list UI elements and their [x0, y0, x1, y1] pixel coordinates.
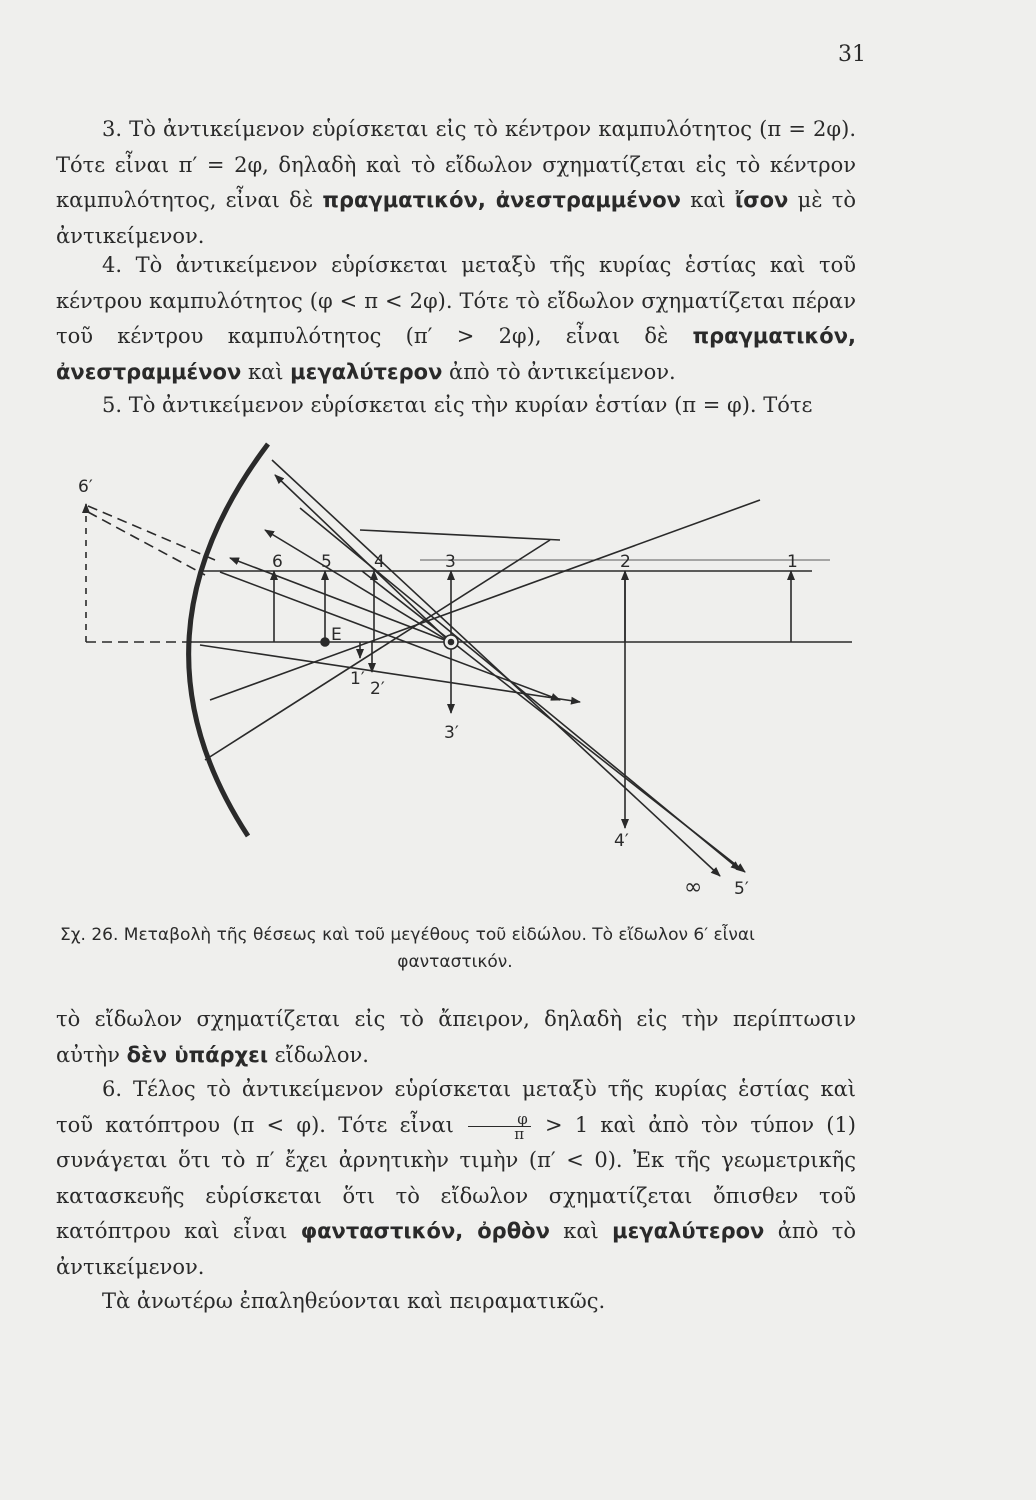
fraction-numerator: φ — [468, 1112, 531, 1127]
ray-e — [265, 530, 450, 642]
label-3: 3 — [445, 552, 456, 572]
p4-text-2: καὶ — [241, 359, 291, 384]
page-number: 31 — [838, 42, 866, 67]
label-focus: E — [331, 625, 342, 645]
p3-text-2: καὶ — [680, 188, 736, 212]
fraction-phi-over-pi — [468, 1109, 531, 1143]
label-6-prime: 6′ — [78, 477, 93, 497]
dashed-ray-2 — [88, 512, 205, 575]
ray-j — [300, 508, 740, 870]
paragraph-7 — [56, 1284, 856, 1320]
caption-line-1: Σχ. 26. Μεταβολὴ τῆς θέσεως καὶ τοῦ μεγέθους τοῦ εἰδώλου. Τὸ εἴδωλον 6′ εἶναι — [60, 925, 755, 945]
focus-point — [321, 638, 329, 646]
p5b-text-2: εἴδωλον. — [268, 1042, 369, 1067]
p6-bold-2: μεγαλύτερον — [612, 1219, 765, 1243]
label-5: 5 — [321, 552, 332, 572]
p3-text-1: 3. Τὸ ἀντικείμενον εὑρίσκεται εἰς τὸ κέντρον καμπυλότητος (π = 2φ). Τότε εἶναι π′ = 2φ, δηλαδὴ καὶ τὸ εἴδωλον σχηματίζεται εἰς τὸ κέντρον καμπυλότητος, εἶναι δὲ — [56, 117, 856, 212]
p5b-bold-1: δὲν ὑπάρχει — [126, 1042, 268, 1067]
figure-caption — [60, 922, 880, 976]
label-2-prime: 2′ — [370, 679, 385, 699]
paragraph-6 — [56, 1072, 856, 1285]
ray-g — [200, 645, 580, 702]
paragraph-5-continued — [56, 1002, 856, 1073]
ray-b — [272, 460, 720, 876]
label-3-prime: 3′ — [444, 723, 459, 743]
p4-text-1: 4. Τὸ ἀντικείμενον εὑρίσκεται μεταξὺ τῆς κυρίας ἑστίας καὶ τοῦ κέντρου καμπυλότητος (φ < π < 2φ). Τότε τὸ εἴδωλον σχηματίζεται πέραν τοῦ κέντρου καμπυλότητος (π′ > 2φ), εἶναι δὲ — [56, 253, 856, 348]
p5-text-1: 5. Τὸ ἀντικείμενον εὑρίσκεται εἰς τὴν κυρίαν ἑστίαν (π = φ). Τότε — [102, 393, 813, 417]
p6-bold-1: φανταστικόν, ὀρθὸν — [300, 1219, 550, 1243]
label-6: 6 — [272, 552, 283, 572]
p4-text-3: ἀπὸ τὸ ἀντικείμενον. — [442, 359, 676, 384]
ray-k — [360, 530, 560, 540]
p6-text-4: ἀπὸ τὸ ἀντικείμενον. — [56, 1219, 856, 1279]
p5b-text-1: τὸ εἴδωλον σχηματίζεται εἰς τὸ ἄπειρον, δηλαδὴ εἰς τὴν περίπτωσιν αὐτὴν — [56, 1007, 856, 1067]
p6-text-3: καὶ — [549, 1219, 613, 1243]
label-infinity: ∞ — [684, 875, 703, 900]
label-5-prime: 5′ — [734, 879, 749, 899]
p3-bold-2: ἴσον — [735, 188, 789, 212]
p4-bold-1: πραγματικόν, ἀνεστραμμένον — [56, 324, 856, 384]
label-1-prime: 1′ — [350, 669, 365, 689]
p6-text-2: > 1 καὶ ἀπὸ τὸν τύπον (1) συνάγεται ὅτι τὸ π′ ἔχει ἀρνητικὴν τιμὴν (π′ < 0). Ἐκ τῆς γεωμετρικῆς κατασκευῆς εὑρίσκεται ὅτι τὸ εἴδωλον σχηματίζεται ὄπισθεν τοῦ κατόπτρου καὶ εἶναι — [56, 1112, 856, 1243]
label-2: 2 — [620, 552, 631, 572]
dashed-ray-1 — [88, 506, 215, 560]
label-1: 1 — [787, 552, 798, 572]
p3-text-3: μὲ τὸ ἀντικείμενον. — [56, 188, 857, 248]
p6-text-1: 6. Τέλος τὸ ἀντικείμενον εὑρίσκεται μεταξὺ τῆς κυρίας ἑστίας καὶ τοῦ κατόπτρου (π < φ). Τότε εἶναι — [56, 1077, 856, 1137]
p4-bold-2: μεγαλύτερον — [290, 359, 443, 384]
label-4: 4 — [374, 552, 385, 572]
fraction-denominator: π — [514, 1124, 525, 1143]
p3-bold-1: πραγματικόν, ἀνεστραμμένον — [322, 188, 681, 212]
concave-mirror — [189, 444, 268, 836]
label-4-prime: 4′ — [614, 831, 629, 851]
p7-text-1: Τὰ ἀνωτέρω ἐπαληθεύονται καὶ πειραματικῶς. — [102, 1289, 606, 1313]
caption-line-2: φανταστικόν. — [397, 952, 513, 972]
